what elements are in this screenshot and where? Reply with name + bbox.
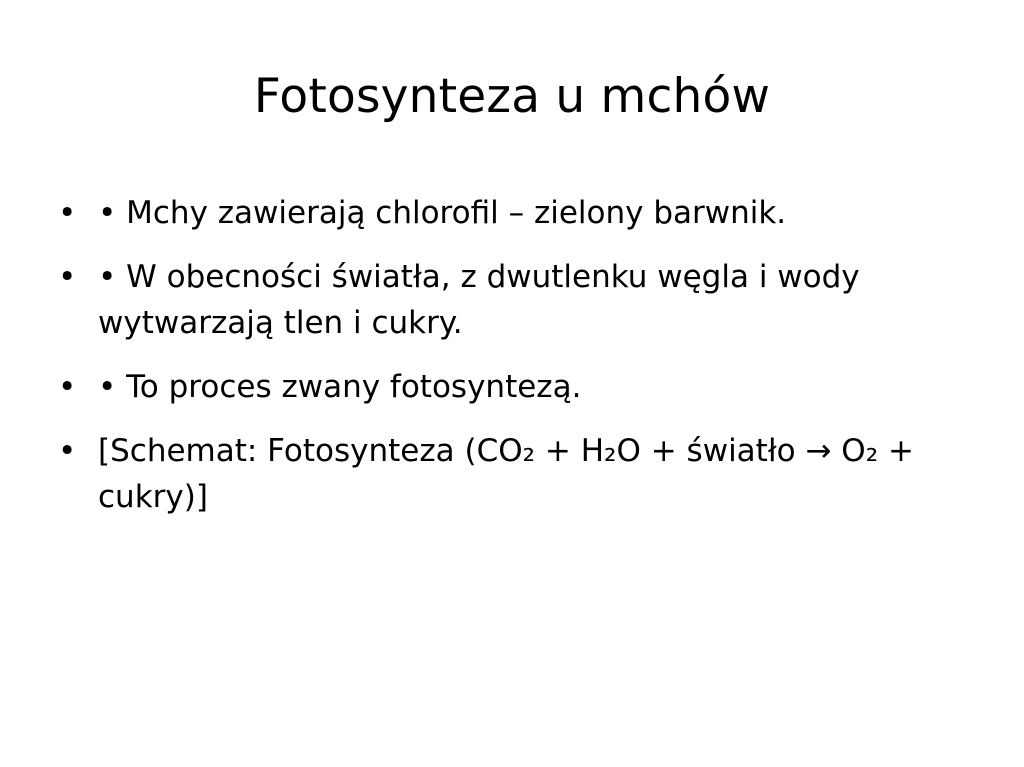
bullet-icon: • [58,433,77,469]
bullet-item-1 [58,190,968,236]
slide-title: Fotosynteza u mchów [253,69,771,124]
bullet-item-3 [58,364,968,410]
bullet-text: • Mchy zawierają chlorofil – zielony barwnik. [98,195,787,231]
bullet-text: • To proces zwany fotosyntezą. [98,369,582,405]
bullet-text: [Schemat: Fotosynteza (CO₂ + H₂O + światło → O₂ + cukry)] [98,433,914,515]
bullet-icon: • [58,259,77,295]
bullet-text: • W obecności światła, z dwutlenku węgla i wody wytwarzają tlen i cukry. [98,259,860,341]
bullet-icon: • [58,369,77,405]
bullet-list [58,190,968,538]
bullet-item-4 [58,428,968,520]
bullet-icon: • [58,195,77,231]
bullet-item-2 [58,254,968,346]
